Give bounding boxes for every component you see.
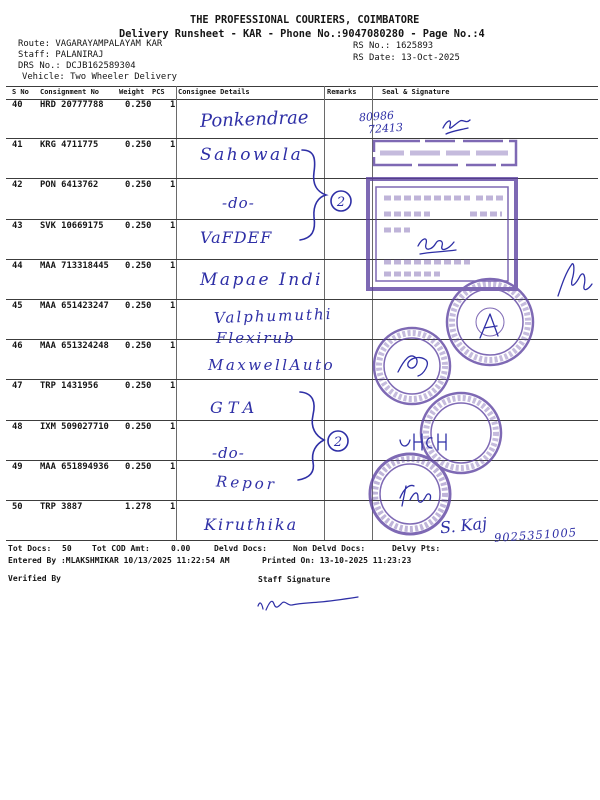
pcs-cell: 1 [170,421,176,432]
weight-cell: 0.250 [125,180,152,191]
route-label: Route: VAGARAYAMPALAYAM KAR [18,39,163,49]
weight-cell: 0.250 [125,140,152,151]
consignment-no-cell: SVK 10669175 [40,220,104,231]
rs-number: RS No.: 1625893 [353,41,434,51]
total-docs-label: Tot Docs: [8,544,52,553]
table-top-rule [6,86,598,87]
consignment-no-cell: TRP 3887 [40,502,83,512]
weight-cell: 0.250 [125,260,152,271]
consignee-handwritten: VaFDEF [200,228,273,247]
group-count-mark-2: 2 [333,435,343,450]
consignee-handwritten: Repor [215,472,278,494]
consignment-no-cell: MAA 713318445 [40,260,109,271]
consignment-no-cell: KRG 4711775 [40,140,99,151]
weight-cell: 0.250 [125,421,152,432]
weight-cell: 0.250 [125,220,152,231]
sno-cell: 48 [12,421,23,432]
weight-cell: 0.250 [125,381,152,392]
staff-signature-scribble [258,597,358,610]
sno-cell: 47 [12,381,23,392]
delivery-points-label: Delvy Pts: [392,544,441,553]
consignment-no-cell: PON 6413762 [40,180,99,191]
handwritten-note-line-2: 72413 [367,120,404,137]
column-header-pcs: PCS [152,88,165,96]
pcs-cell: 1 [170,180,176,191]
entered-by: Entered By :MLAKSHMIKAR 10/13/2025 11:22:54 AM [8,556,230,565]
staff-signature-label: Staff Signature [258,575,331,584]
consignment-no-cell: IXM 509027710 [40,421,109,432]
consignee-handwritten: MaxwellAuto [208,356,336,374]
weight-cell: 0.250 [125,100,152,110]
weight-cell: 0.250 [125,301,152,311]
weight-cell: 1.278 [125,502,152,512]
pcs-cell: 1 [170,502,176,512]
receiver-name-handwritten: S. Kaj [439,513,488,538]
sno-cell: 42 [12,180,23,191]
column-header-consignment: Consignment No [40,88,100,96]
consignee-handwritten: Valphumuthi [213,304,333,328]
delivered-docs-label: Delvd Docs: [214,544,267,553]
total-cod-label: Tot COD Amt: [92,544,150,553]
consignment-no-cell: MAA 651423247 [40,301,109,311]
printed-on: Printed On: 13-10-2025 11:23:23 [262,556,412,565]
consignment-no-cell: HRD 20777788 [40,100,104,110]
sno-cell: 45 [12,301,23,311]
consignee-handwritten: GTA [210,398,260,417]
non-delivered-docs-label: Non Delvd Docs: [293,544,366,553]
consignee-handwritten: Mapae Indi [200,270,324,290]
pcs-cell: 1 [170,140,176,151]
column-header-sno: S No [12,88,29,96]
sno-cell: 46 [12,341,23,352]
pcs-cell: 1 [170,301,176,311]
rs-date: RS Date: 13-Oct-2025 [353,53,460,63]
group-count-mark-1: 2 [336,195,346,210]
consignee-handwritten: Kiruthika [204,515,299,534]
column-header-consignee: Consignee Details [178,88,250,96]
sno-cell: 50 [12,502,23,512]
column-header-weight: Weight [119,88,145,96]
sno-cell: 40 [12,100,23,110]
consignment-no-cell: MAA 651894936 [40,461,109,472]
total-docs-value: 50 [62,544,72,553]
consignment-no-cell: MAA 651324248 [40,341,109,352]
runsheet-subtitle: Delivery Runsheet - KAR - Phone No.:9047080280 - Page No.:4 [119,28,485,40]
column-header-seal: Seal & Signature [382,88,450,96]
table-row [6,461,598,501]
consignment-no-cell: TRP 1431956 [40,381,99,392]
consignee-handwritten: -do- [222,194,255,212]
pcs-cell: 1 [170,461,176,472]
pcs-cell: 1 [170,260,176,271]
consignee-handwritten: -do- [212,444,245,462]
sno-cell: 41 [12,140,23,151]
consignee-handwritten-line-2: Flexirub [216,329,296,347]
weight-cell: 0.250 [125,461,152,472]
sno-cell: 43 [12,220,23,231]
pcs-cell: 1 [170,381,176,392]
receiver-phone-handwritten: 9025351005 [493,525,578,545]
column-header-remarks: Remarks [327,88,357,96]
sno-cell: 44 [12,260,23,271]
staff-label: Staff: PALANIRAJ [18,50,104,60]
company-title: THE PROFESSIONAL COURIERS, COIMBATORE [190,14,420,26]
table-row [6,421,598,461]
weight-cell: 0.250 [125,341,152,352]
pcs-cell: 1 [170,341,176,352]
verified-by-label: Verified By [8,574,61,583]
pcs-cell: 1 [170,220,176,231]
total-cod-value: 0.00 [171,544,191,553]
table-row [6,179,598,219]
consignee-handwritten: Ponkendrae [199,107,309,132]
handwritten-note-line-1: 80986 [358,108,395,125]
vehicle-label: Vehicle: Two Wheeler Delivery [22,72,177,82]
table-row [6,220,598,260]
drs-number: DRS No.: DCJB162589304 [18,61,136,71]
consignee-handwritten: Sahowala [200,145,304,165]
table-row [6,380,598,420]
pcs-cell: 1 [170,100,176,110]
sno-cell: 49 [12,461,23,472]
